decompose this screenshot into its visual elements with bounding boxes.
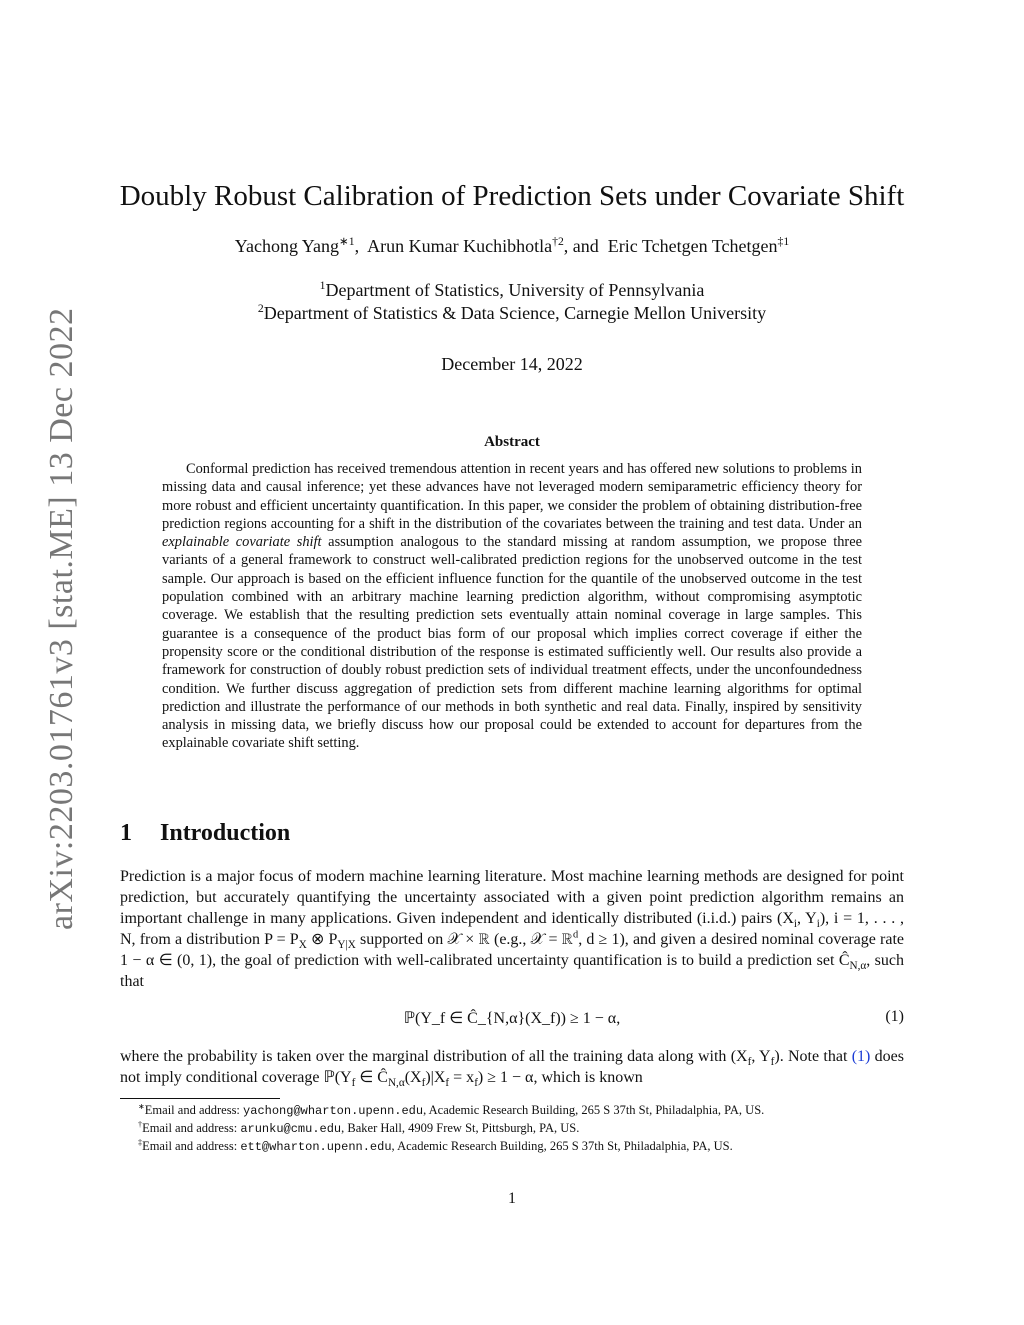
footnote-mark: ∗ <box>138 1101 145 1111</box>
intro-text: supported on 𝒳 × ℝ (e.g., 𝒳 = ℝ <box>355 931 574 948</box>
intro-text: does not imply conditional coverage ℙ(Y <box>120 1048 905 1086</box>
email-link[interactable]: yachong@wharton.upenn.edu <box>243 1104 424 1118</box>
affiliation-text: Department of Statistics & Data Science, Carnegie Mellon University <box>263 303 767 323</box>
abstract-heading: Abstract <box>484 434 540 450</box>
footnote-text: Email and address: <box>144 1103 244 1117</box>
author-list <box>0 236 1024 257</box>
footnote-text: Email and address: <box>142 1121 241 1135</box>
email-link[interactable]: ett@wharton.upenn.edu <box>240 1140 392 1154</box>
page-number: 1 <box>508 1190 516 1207</box>
intro-text: , such that <box>120 952 905 990</box>
footnote-text: , Academic Research Building, 265 S 37th St, Philadalphia, PA, US. <box>391 1139 733 1153</box>
abstract-emphasis: explainable covariate shift <box>162 534 322 551</box>
intro-text: ). Note that <box>774 1048 852 1065</box>
footnote-mark: † <box>138 1119 143 1129</box>
equation-number: (1) <box>885 1008 904 1025</box>
author-name: Arun Kumar Kuchibhotla <box>367 236 553 256</box>
intro-text: ), i = 1, . . . , N, from a distribution P = P <box>120 910 904 948</box>
author-separator: , <box>354 236 360 256</box>
abstract-body <box>162 460 862 753</box>
footnote-text: , Academic Research Building, 265 S 37th St, Philadalphia, PA, US. <box>423 1103 765 1117</box>
equation-expression: ℙ(Y_f ∈ Ĉ_{N,α}(X_f)) ≥ 1 − α, <box>403 1010 621 1027</box>
arxiv-identifier: arXiv:2203.01761v3 [stat.ME] 13 Dec 2022 <box>43 307 80 930</box>
intro-text: where the probability is taken over the marginal distribution of all the training data along with (X <box>120 1048 748 1065</box>
footnote <box>138 1102 904 1120</box>
affiliation-mark: 2 <box>257 302 264 315</box>
equation-1 <box>120 1008 904 1032</box>
affiliation <box>0 303 1024 324</box>
affiliation <box>0 280 1024 301</box>
footnote <box>138 1120 904 1138</box>
footnotes <box>138 1102 904 1156</box>
affiliation-mark: 1 <box>319 279 326 292</box>
intro-text: ) ≥ 1 − α, which is known <box>477 1069 643 1086</box>
paper-title: Doubly Robust Calibration of Prediction Sets under Covariate Shift <box>119 180 905 212</box>
author-mark: ∗1 <box>338 235 355 248</box>
abstract-text: assumption analogous to the standard missing at random assumption, we propose three variants of a general framework to construct well-calibrated prediction regions for the unobserved outcome in the test sample. Our approach is based on the efficient influence function for the quantile of the unobserved outcome in the test population combined with an arbitrary machine learning prediction algorithm, without compromising asymptotic coverage. We establish that the resulting prediction sets eventually attain nominal coverage in large samples. This guarantee is a consequence of the product bias form of our proposal which implies correct coverage if either the propensity score or the conditional distribution of the response is estimated sufficiently well. Our results also provide a framework for construction of doubly robust prediction sets of individual treatment effects, under the unconfoundedness condition. We further discuss aggregation of prediction sets from different machine learning algorithms for optimal prediction and illustrate the performance of our methods in both synthetic and real data. Finally, inspired by sensitivity analysis in missing data, we briefly discuss how our proposal could be extended to account for departures from the explainable covariate shift setting. <box>162 534 862 752</box>
intro-paragraph-continued: where the probability is taken over the marginal distribution of all the training data along with ($X_f$, $Y_f$). Note that (1) does not imply conditional coverage $ℙ(Y_f$ ∈ $Ĉ_{N,\alpha}(X_f)|X_f = x_f) \ge 1 - \alpha$, which is known <box>120 1048 905 1090</box>
author-name: Yachong Yang <box>234 236 339 256</box>
intro-paragraph: Prediction is a major focus of modern machine learning literature. Most machine learning methods are designed for point prediction, but accurately quantifying the uncertainty associated with a given point prediction algorithm remains an important challenge in many applications. Given independent and identically distributed (i.i.d.) pairs ($X_i$, $Y_i$), i = 1, . . . , N, from a distribution $P = P_X$ ⊗ $P_{Y|X}$ supported on 𝒳 × ℝ (e.g., 𝒳 = ℝ$^d$, d ≥ 1), and given a desired nominal coverage rate 1 − α ∈ (0, 1), the goal of prediction with well-calibrated uncertainty quantification is to build a prediction set $Ĉ_{N,\alpha}$, such that <box>120 868 905 990</box>
author-mark: †2 <box>552 235 564 248</box>
author-separator: , and <box>563 236 599 256</box>
equation-reference-link[interactable]: (1) <box>851 1048 871 1065</box>
section-heading <box>120 820 290 847</box>
intro-text: Prediction is a major focus of modern machine learning literature. Most machine learning methods are designed for point prediction, but accurately quantifying the uncertainty associated with a given point prediction algorithm remains an important challenge in many applications. Given independent and identically distributed (i.i.d.) pairs (X <box>120 868 904 927</box>
author-name: Eric Tchetgen Tchetgen <box>607 236 778 256</box>
footnote <box>138 1138 904 1156</box>
footnote-mark: ‡ <box>138 1137 143 1147</box>
footnote-rule <box>120 1098 280 1099</box>
section-title: Introduction <box>160 820 291 846</box>
paper-date: December 14, 2022 <box>441 354 583 374</box>
footnote-text: Email and address: <box>142 1139 241 1153</box>
intro-text: , d ≥ 1), and given a desired nominal coverage rate 1 − α ∈ (0, 1), the goal of prediction with well-calibrated uncertainty quantification is to build a prediction set Ĉ <box>120 931 904 969</box>
abstract-text: Conformal prediction has received tremendous attention in recent years and has offered new solutions to problems in missing data and causal inference; yet these advances have not leveraged modern semiparametric efficiency theory for more robust and efficient uncertainty quantification. In this paper, we consider the problem of obtaining distribution-free prediction regions accounting for a shift in the distribution of the covariates between the training and test data. Under an <box>162 461 862 532</box>
author-mark: ‡1 <box>777 235 790 248</box>
affiliation-text: Department of Statistics, University of Pennsylvania <box>325 280 705 300</box>
email-link[interactable]: arunku@cmu.edu <box>240 1122 342 1136</box>
footnote-text: , Baker Hall, 4909 Frew St, Pittsburgh, PA, US. <box>341 1121 580 1135</box>
section-number: 1 <box>120 820 132 846</box>
